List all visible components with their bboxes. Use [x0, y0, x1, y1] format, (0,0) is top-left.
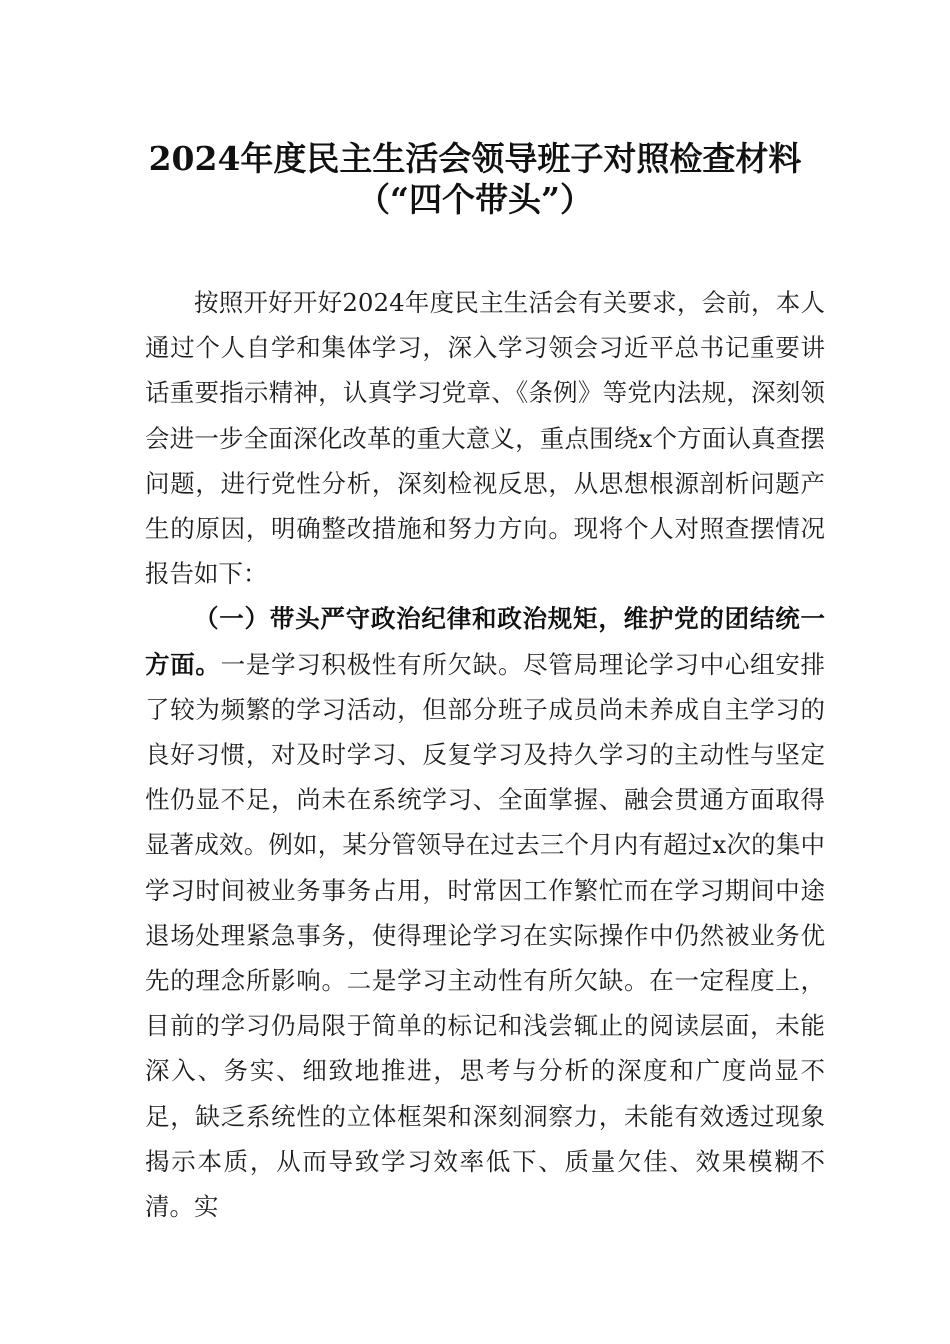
- section-1-paragraph: [145, 596, 825, 1229]
- document-body: [145, 280, 825, 1229]
- title-line-subtitle: （“四个带头”）: [357, 180, 593, 219]
- title-line-main: 2024年度民主生活会领导班子对照检查材料: [148, 139, 802, 178]
- intro-paragraph: 按照开好开好2024年度民主生活会有关要求，会前，本人通过个人自学和集体学习，深入学习领会习近平总书记重要讲话重要指示精神，认真学习党章、《条例》等党内法规，深刻领会进一步全面深化改革的重大意义，重点围绕x个方面认真查摆问题，进行党性分析，深刻检视反思，从思想根源剖析问题产生的原因，明确整改措施和努力方向。现将个人对照查摆情况报告如下：: [145, 288, 825, 589]
- section-1-body: 一是学习积极性有所欠缺。尽管局理论学习中心组安排了较为频繁的学习活动，但部分班子成员尚未养成自主学习的良好习惯，对及时学习、反复学习及持久学习的主动性与坚定性仍显不足，尚未在系统学习、全面掌握、融会贯通方面取得显著成效。例如，某分管领导在过去三个月内有超过x次的集中学习时间被业务事务占用，时常因工作繁忙而在学习期间中途退场处理紧急事务，使得理论学习在实际操作中仍然被业务优先的理念所影响。二是学习主动性有所欠缺。在一定程度上，目前的学习仍局限于简单的标记和浅尝辄止的阅读层面，未能深入、务实、细致地推进，思考与分析的深度和广度尚显不足，缺乏系统性的立体框架和深刻洞察力，未能有效透过现象揭示本质，从而导致学习效率低下、质量欠佳、效果模糊不清。实: [145, 649, 826, 1222]
- section-1-heading: （一）带头严守政治纪律和政治规矩，维护党的团结统一方面。: [145, 604, 825, 679]
- document-title: [0, 138, 950, 220]
